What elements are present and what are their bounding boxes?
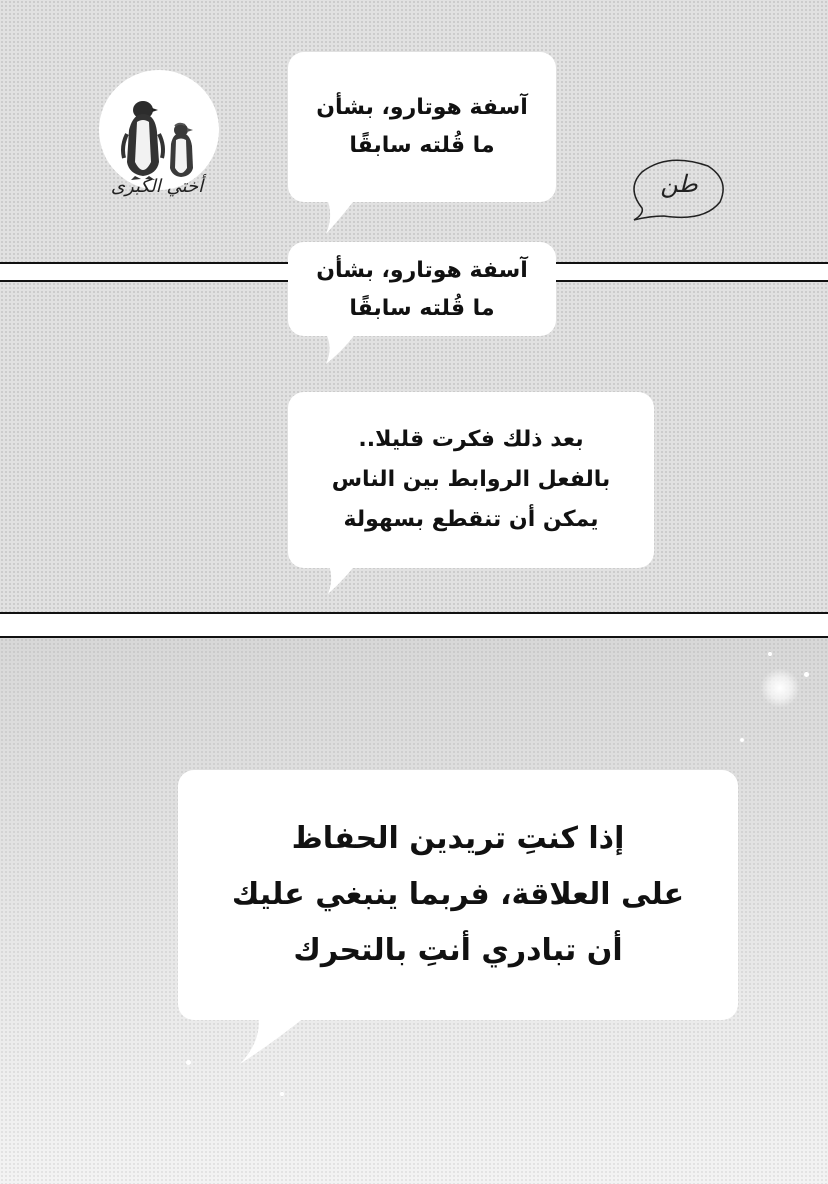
speech-bubble-apology-repeat	[288, 242, 556, 336]
sparkle	[280, 1092, 284, 1096]
speech-text-advice: إذا كنتِ تريدين الحفاظ على العلاقة، فربما ينبغي عليك أن تبادري أنتِ بالتحرك	[231, 821, 685, 968]
sparkle	[760, 668, 800, 708]
panel-3	[0, 636, 828, 1184]
speech-text-apology: آسفة هوتارو، بشأن ما قُلته سابقًا	[316, 95, 528, 158]
panel-2	[0, 258, 828, 614]
sparkle	[740, 738, 744, 742]
panel-1	[0, 0, 828, 264]
speech-bubble-apology	[288, 52, 556, 202]
sparkle	[804, 672, 809, 677]
penguins-icon	[99, 70, 219, 190]
sparkle	[768, 652, 772, 656]
speech-bubble-advice	[178, 770, 738, 1020]
sparkle	[186, 1060, 191, 1065]
icon-circle	[99, 70, 219, 190]
sfx-text: طن	[660, 170, 698, 198]
sister-caption: أختي الكبرى	[110, 176, 204, 197]
speech-text-apology-repeat: آسفة هوتارو، بشأن ما قُلته سابقًا	[316, 258, 528, 321]
speech-bubble-reflection	[288, 392, 654, 568]
speech-text-reflection: بعد ذلك فكرت قليلا.. بالفعل الروابط بين الناس يمكن أن تنقطع بسهولة	[331, 427, 611, 532]
